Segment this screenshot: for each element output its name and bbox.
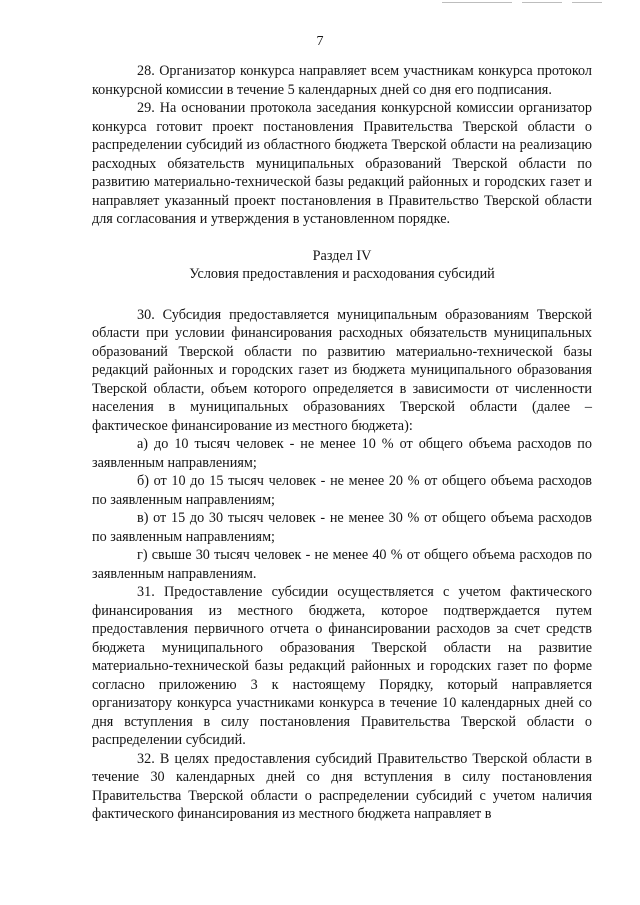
page-number: 7 bbox=[316, 34, 324, 49]
paragraph-28: 28. Организатор конкурса направляет всем участникам конкурса протокол конкурсной комиссии в течение 5 календарных дней со дня его подписания. bbox=[92, 63, 592, 98]
scan-header-marks bbox=[442, 0, 602, 4]
paragraph-30-g: г) свыше 30 тысяч человек - не менее 40 % от общего объема расходов по заявленным направлениям. bbox=[92, 547, 592, 582]
paragraph-30-a: а) до 10 тысяч человек - не менее 10 % от общего объема расходов по заявленным направлениям; bbox=[92, 436, 592, 471]
scan-mark bbox=[572, 2, 602, 3]
paragraph-30-b: б) от 10 до 15 тысяч человек - не менее 20 % от общего объема расходов по заявленным направлениям; bbox=[92, 473, 592, 508]
section-subtitle: Условия предоставления и расходования субсидий bbox=[189, 266, 495, 282]
paragraph-30-v: в) от 15 до 30 тысяч человек - не менее 30 % от общего объема расходов по заявленным направлениям; bbox=[92, 510, 592, 545]
document-body bbox=[92, 62, 592, 824]
paragraph-32: 32. В целях предоставления субсидий Правительство Тверской области в течение 30 календарных дней со дня вступления в силу постановления Правительства Тверской области о распределении субсидий с учетом наличия фактического финансирования из местного бюджета направляет в bbox=[92, 750, 592, 822]
scan-mark bbox=[442, 2, 512, 3]
section-heading: Раздел IV bbox=[312, 247, 372, 264]
scan-mark bbox=[522, 2, 562, 3]
paragraph-31: 31. Предоставление субсидии осуществляется с учетом фактического финансирования из местного бюджета, которое подтверждается путем предоставления первичного отчета о финансировании расходов за счет средств бюджета муниципального образования Тверской области на развитие материально-технической базы редакций районных и городских газет по форме согласно приложению 3 к настоящему Порядку, который направляется организатору конкурса участниками конкурса в течение 10 календарных дней со дня вступления в силу постановления Правительства Тверской области о распределении субсидий. bbox=[92, 584, 592, 748]
paragraph-29: 29. На основании протокола заседания конкурсной комиссии организатор конкурса готовит проект постановления Правительства Тверской области о распределении субсидий из областного бюджета Тверской области на реализацию расходных обязательств муниципальных образований Тверской области по развитию материально-технической базы редакций районных и городских газет и направляет указанный проект постановления в Правительство Тверской области для согласования и утверждения в установленном порядке. bbox=[92, 100, 592, 227]
paragraph-30: 30. Субсидия предоставляется муниципальным образованиям Тверской области при условии финансирования расходных обязательств муниципальных образований Тверской области по развитию материально-технической базы редакций районных и городских газет из бюджета муниципального образования Тверской области, объем которого определяется в зависимости от численности населения в муниципальных образованиях Тверской области (далее – фактическое финансирование из местного бюджета): bbox=[92, 306, 592, 434]
